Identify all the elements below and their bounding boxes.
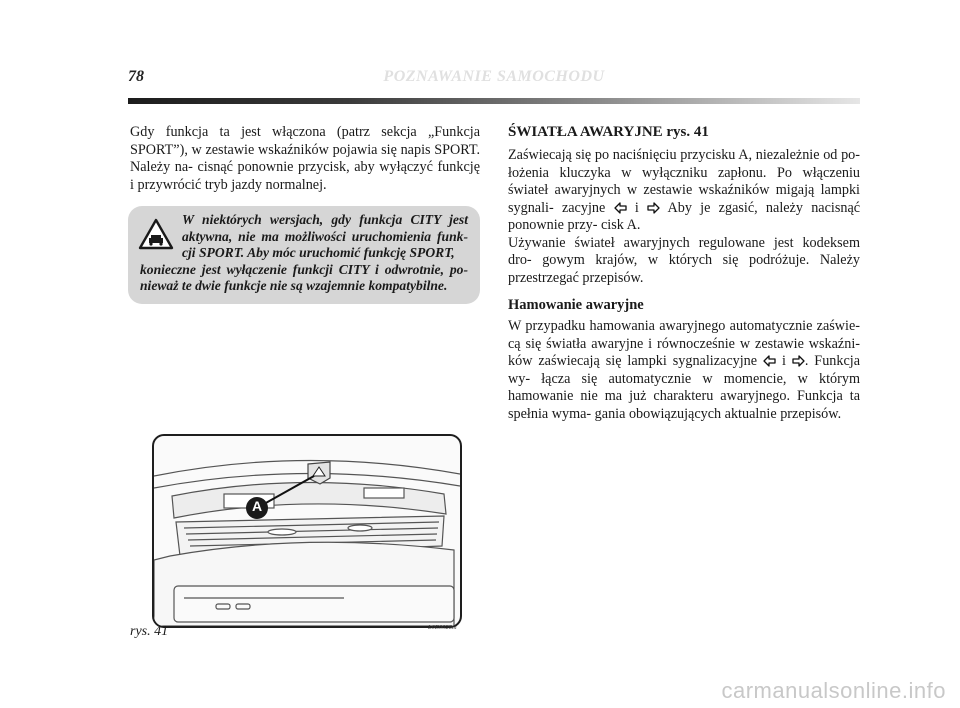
page-header bbox=[128, 68, 860, 90]
emergency-braking-heading: Hamowanie awaryjne bbox=[508, 297, 644, 313]
right-column bbox=[508, 124, 860, 423]
turn-left-arrow-icon bbox=[614, 202, 627, 214]
dashboard-drawing bbox=[154, 436, 460, 626]
callout-a-label: A bbox=[251, 498, 263, 514]
intro-paragraph: Gdy funkcja ta jest włączona (patrz sekcja „Funkcja SPORT”), w zestawie wskaźników pojawia się napis SPORT. Należy na- cisnąć ponownie przycisk, aby wyłączyć funkcję i przywrócić tryb jazdy normalnej. bbox=[130, 124, 480, 193]
emergency-braking-paragraph: W przypadku hamowania awaryjnego automatycznie zaświe- cą się światła awaryjne i równocześnie w zestawie wskaźni- ków zaświecają się lampki sygnalizacyjne i . Funkcja wy- łącza się automatycznie w momencie, w którym hamowanie nie ma już charakteru awaryjnego. Funkcja ta spełnia wyma- gania obowiązujących aktualnie przepisów. bbox=[508, 318, 861, 422]
warning-text bbox=[140, 212, 468, 295]
regulation-paragraph: Używanie świateł awaryjnych regulowane jest kodeksem dro- gowym krajów, w których się podróżuje. Należy przestrzegać przepisów. bbox=[508, 234, 860, 286]
header-rule bbox=[128, 98, 860, 104]
hazard-lights-paragraph: Zaświecają się po naciśnięciu przycisku A, niezależnie od po- łożenia kluczyka w wyłączniku zapłonu. Po włączeniu świateł awaryjnych w zestawie wskaźników migają lampki sygnali- zacyjne i Aby je zgasić, należy nacisnąć ponownie przy- cisk A. bbox=[508, 147, 861, 233]
watermark: carmanualsonline.info bbox=[721, 678, 946, 703]
section-title: POZNAWANIE SAMOCHODU bbox=[383, 68, 605, 85]
figure-caption: rys. 41 bbox=[130, 624, 169, 639]
warning-box bbox=[128, 206, 480, 304]
warning-text-rest: konieczne jest wyłączenie funkcji CITY i odwrotnie, po- nieważ te dwie funkcje nie są wzajemnie kompatybilne. bbox=[140, 261, 468, 294]
warning-text-indented: W niektórych wersjach, gdy funkcja CITY jest aktywna, nie ma możliwości uruchomienia funk- cji SPORT. Aby móc uruchomić funkcję SPORT, bbox=[182, 212, 468, 261]
figure-code: L0E0028m bbox=[428, 624, 457, 631]
turn-left-arrow-icon bbox=[763, 355, 776, 367]
left-column bbox=[130, 124, 480, 194]
turn-right-arrow-icon bbox=[792, 355, 805, 367]
turn-right-arrow-icon bbox=[647, 202, 660, 214]
page-number: 78 bbox=[128, 68, 144, 85]
dashboard-illustration bbox=[152, 434, 462, 628]
hazard-lights-heading: ŚWIATŁA AWARYJNE rys. 41 bbox=[508, 124, 709, 140]
